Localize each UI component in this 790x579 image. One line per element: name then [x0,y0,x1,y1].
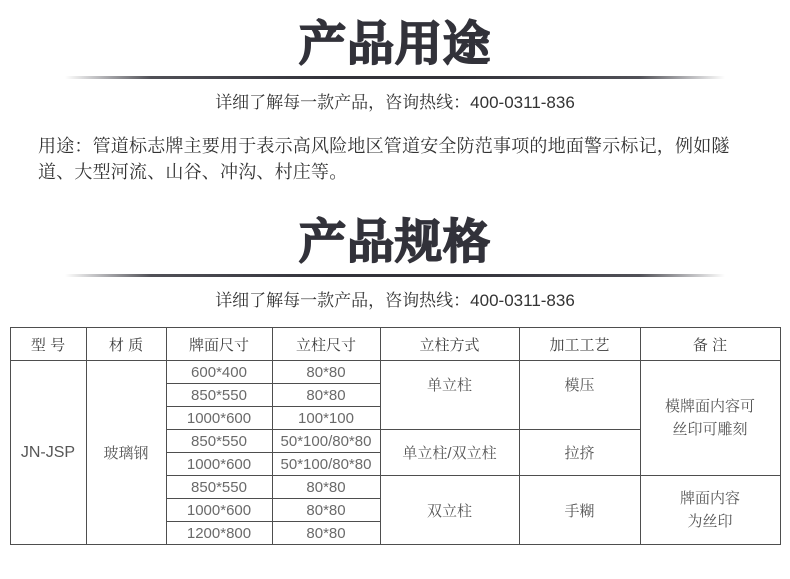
usage-section-title: 产品用途 [299,17,491,70]
panel-size-cell: 1000*600 [166,499,272,522]
post-size-cell: 80*80 [272,522,380,545]
usage-paragraph: 用途：管道标志牌主要用于表示高风险地区管道安全防范事项的地面警示标记，例如隧道、大型河流、山谷、冲沟、村庄等。 [38,136,730,182]
section-product-usage [0,0,790,185]
panel-size-cell: 850*550 [166,476,272,499]
spec-table-header-row [10,328,780,361]
title-divider-line [65,274,725,277]
panel-size-cell: 600*400 [166,361,272,384]
post-type-cell: 双立柱 [380,476,519,545]
panel-size-cell: 1000*600 [166,453,272,476]
hotline-subtitle: 详细了解每一款产品，咨询热线：400-0311-836 [215,93,575,112]
post-size-cell: 80*80 [272,384,380,407]
header-post-size: 立柱尺寸 [272,328,380,361]
remark-line: 丝印可雕刻 [672,421,748,438]
post-size-cell: 50*100/80*80 [272,430,380,453]
header-model: 型 号 [10,328,86,361]
remark-line: 模牌面内容可 [664,398,755,415]
post-size-cell: 100*100 [272,407,380,430]
model-cell: JN-JSP [10,361,86,545]
post-size-cell: 80*80 [272,476,380,499]
process-cell: 拉挤 [519,430,640,476]
panel-size-cell: 1000*600 [166,407,272,430]
header-panel-size: 牌面尺寸 [166,328,272,361]
specs-section-title: 产品规格 [299,215,491,268]
process-cell: 手糊 [519,476,640,545]
remark-line: 牌面内容 [679,490,740,507]
remark-cell [640,361,780,476]
header-material: 材 质 [86,328,166,361]
post-size-cell: 80*80 [272,499,380,522]
header-process: 加工工艺 [519,328,640,361]
post-size-cell: 80*80 [272,361,380,384]
material-cell: 玻璃钢 [86,361,166,545]
remark-cell [640,476,780,545]
section-product-specs [0,215,790,545]
title-divider-line [65,76,725,79]
hotline-subtitle: 详细了解每一款产品，咨询热线：400-0311-836 [215,291,575,310]
header-remarks: 备 注 [640,328,780,361]
process-cell: 模压 [519,361,640,430]
panel-size-cell: 850*550 [166,384,272,407]
post-type-cell: 单立柱/双立柱 [380,430,519,476]
remark-line: 为丝印 [687,513,733,530]
table-row [10,361,780,384]
spec-table [10,327,781,545]
post-type-cell: 单立柱 [380,361,519,430]
post-size-cell: 50*100/80*80 [272,453,380,476]
header-post-type: 立柱方式 [380,328,519,361]
panel-size-cell: 1200*800 [166,522,272,545]
panel-size-cell: 850*550 [166,430,272,453]
